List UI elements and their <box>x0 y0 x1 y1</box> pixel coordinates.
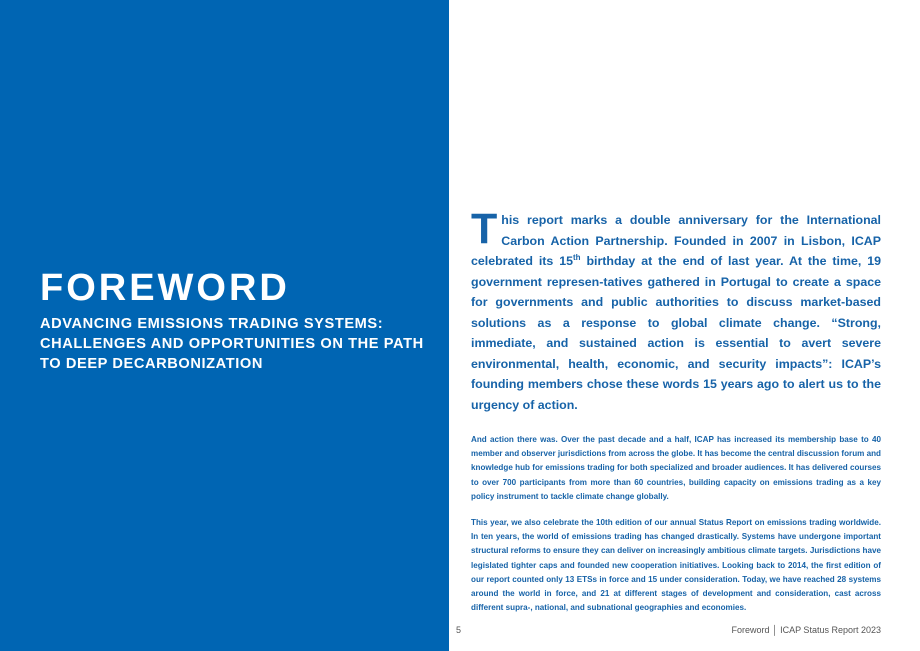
page-subtitle: ADVANCING EMISSIONS TRADING SYSTEMS: CHALLENGES AND OPPORTUNITIES ON THE PATH TO DEEP DECARBONIZATION <box>40 316 424 372</box>
intro-text-part1: his report marks a double anniversary for the International Carbon Action Partnership. Founded in 2007 in Lisbon, ICAP celebrated its 15 <box>471 213 881 268</box>
drop-cap: T <box>471 205 498 253</box>
left-color-panel <box>0 0 449 651</box>
intro-text-part2: birthday at the end of last year. At the time, 19 government represen-tatives gathered in Portugal to create a space for governments and public authorities to discuss market-based solutions as a response to global climate change. “Strong, immediate, and sustained action is essential to avert severe environmental, health, economic, and security impacts”: ICAP’s founding members chose these words 15 years ago to alert us to the urgency of action. <box>471 254 881 412</box>
page-number: 5 <box>456 625 462 635</box>
body-paragraph: This year, we also celebrate the 10th edition of our annual Status Report on emissions trading worldwide. In ten years, the world of emissions trading has changed drastically. Systems have undergone important structural reforms to ensure they can deliver on increasingly ambitious climate targets. Jurisdictions have legislated tighter caps and founded new cooperation initiatives. Looking back to 2014, the first edition of our report counted only 13 ETSs in force and 15 under consideration. Today, we have reached 28 systems around the world in force, and 21 at different stages of development and consideration, cast across different supra-, national, and subnational geographies and economies. <box>471 518 881 613</box>
foreword-text-column <box>471 205 881 615</box>
page-title: FOREWORD <box>40 267 290 309</box>
intro-paragraph <box>471 205 881 415</box>
body-paragraph: And action there was. Over the past decade and a half, ICAP has increased its membership base to 40 member and observer jurisdictions from across the globe. It has become the central discussion forum and knowledge hub for emissions trading for both specialized and broader audiences. It has delivered courses to over 700 participants from more than 60 countries, building capacity on emissions trading as a key policy instrument to tackle climate change globally. <box>471 435 881 501</box>
running-footer: Foreword │ ICAP Status Report 2023 <box>731 625 881 635</box>
intro-superscript: th <box>573 252 581 262</box>
